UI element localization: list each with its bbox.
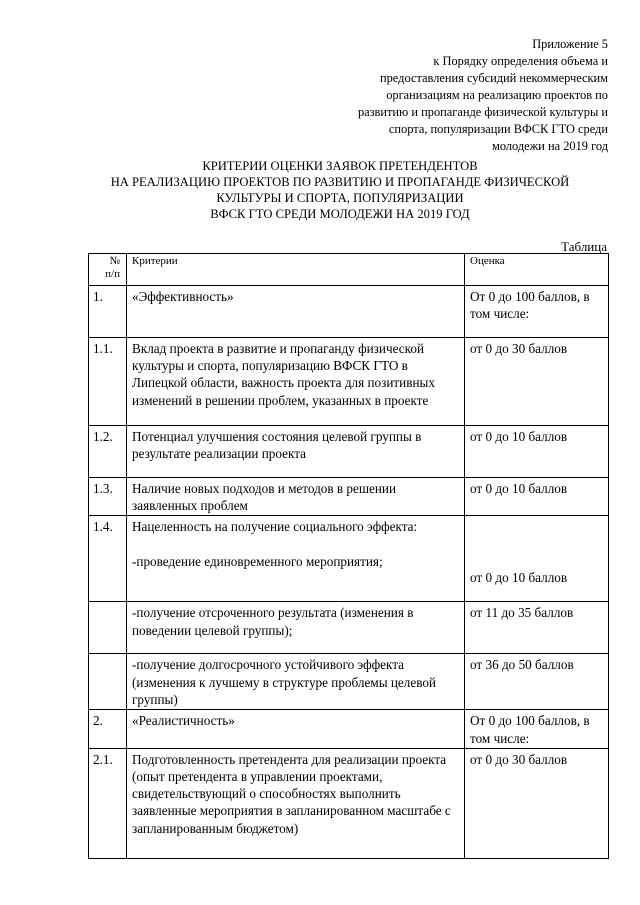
- row-criteria: Вклад проекта в развитие и пропаганду физической культуры и спорта, популяризацию ВФСК ГТО в Липецкой области, важность проекта для позитивных изменений в решении проблем, указанных в проекте: [127, 338, 465, 426]
- spacer: [132, 536, 459, 553]
- criteria-table: [88, 253, 609, 859]
- document-title: [90, 158, 590, 222]
- title-line: КУЛЬТУРЫ И СПОРТА, ПОПУЛЯРИЗАЦИИ: [216, 191, 464, 205]
- row-score: От 0 до 100 баллов, в том числе:: [465, 710, 609, 748]
- row-score: [465, 516, 609, 602]
- appendix-line: спорта, популяризации ВФСК ГТО среди: [388, 122, 608, 136]
- table-row: [89, 710, 609, 748]
- appendix-line: предоставления субсидий некоммерческим: [379, 71, 608, 85]
- row-criteria: Потенциал улучшения состояния целевой группы в результате реализации проекта: [127, 426, 465, 478]
- header-score: Оценка: [465, 254, 609, 286]
- table-row: [89, 426, 609, 478]
- title-line: КРИТЕРИИ ОЦЕНКИ ЗАЯВОК ПРЕТЕНДЕНТОВ: [202, 159, 478, 173]
- table-label: Таблица: [561, 239, 607, 254]
- title-line: ВФСК ГТО СРЕДИ МОЛОДЕЖИ НА 2019 ГОД: [210, 207, 470, 221]
- row-score: от 11 до 35 баллов: [465, 602, 609, 654]
- row-num: 1.: [89, 286, 127, 338]
- table-row: [89, 478, 609, 516]
- row-score: от 0 до 10 баллов: [465, 426, 609, 478]
- row-num: 1.4.: [89, 516, 127, 602]
- row-criteria: «Эффективность»: [127, 286, 465, 338]
- appendix-line: организациям на реализацию проектов по: [386, 88, 608, 102]
- table-row: [89, 654, 609, 710]
- appendix-line: развитию и пропаганде физической культуры и: [357, 105, 608, 119]
- row-score: от 0 до 30 баллов: [465, 748, 609, 858]
- table-row: [89, 516, 609, 602]
- header-num: [89, 254, 127, 286]
- header-num-line2: п/п: [105, 268, 120, 280]
- appendix-note: [288, 36, 608, 155]
- row-num: [89, 654, 127, 710]
- row-num: 1.3.: [89, 478, 127, 516]
- row-score: От 0 до 100 баллов, в том числе:: [465, 286, 609, 338]
- row-criteria: -получение долгосрочного устойчивого эффекта (изменения к лучшему в структуре проблемы целевой группы): [127, 654, 465, 710]
- table-row: [89, 286, 609, 338]
- header-criteria: Критерии: [127, 254, 465, 286]
- row-score: от 36 до 50 баллов: [465, 654, 609, 710]
- row-num: 1.1.: [89, 338, 127, 426]
- table-row: [89, 338, 609, 426]
- row-criteria-text: Нацеленность на получение социального эффекта:: [132, 519, 418, 535]
- title-line: НА РЕАЛИЗАЦИЮ ПРОЕКТОВ ПО РАЗВИТИЮ И ПРОПАГАНДЕ ФИЗИЧЕСКОЙ: [110, 175, 570, 189]
- row-score-text: [470, 518, 603, 569]
- row-criteria: [127, 516, 465, 602]
- row-num: 1.2.: [89, 426, 127, 478]
- table-row: [89, 602, 609, 654]
- appendix-line: Приложение 5: [532, 37, 608, 51]
- row-num: [89, 602, 127, 654]
- table-row: [89, 748, 609, 858]
- table-header-row: [89, 254, 609, 286]
- row-criteria: Подготовленность претендента для реализации проекта (опыт претендента в управлении проектами, свидетельствующий о способностях выполнить заявленные мероприятия в запланированном масштабе с запланированным бюджетом): [127, 748, 465, 858]
- row-criteria: «Реалистичность»: [127, 710, 465, 748]
- row-criteria: Наличие новых подходов и методов в решении заявленных проблем: [127, 478, 465, 516]
- row-score: от 0 до 30 баллов: [465, 338, 609, 426]
- row-score-text: от 0 до 10 баллов: [470, 570, 568, 586]
- row-score: от 0 до 10 баллов: [465, 478, 609, 516]
- row-criteria-text: -проведение единовременного мероприятия;: [132, 553, 383, 569]
- appendix-line: к Порядку определения объема и: [433, 54, 608, 68]
- appendix-line: молодежи на 2019 год: [491, 139, 608, 153]
- row-criteria: -получение отсроченного результата (изменения в поведении целевой группы);: [127, 602, 465, 654]
- row-num: 2.1.: [89, 748, 127, 858]
- row-num: 2.: [89, 710, 127, 748]
- header-num-line1: №: [109, 255, 120, 267]
